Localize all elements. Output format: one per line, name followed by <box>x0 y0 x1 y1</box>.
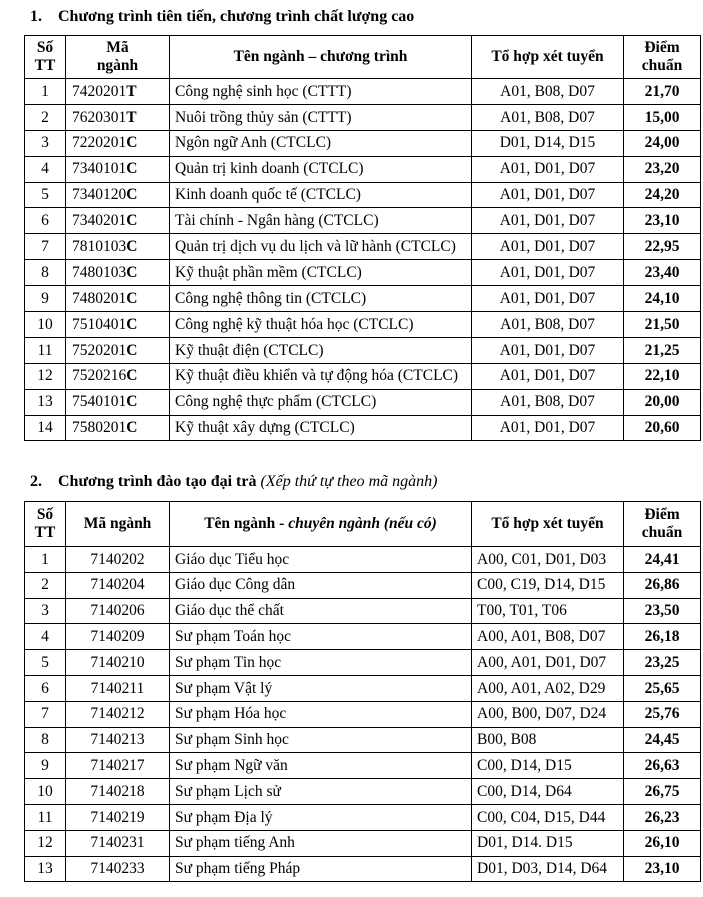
cell-combo: A00, B00, D07, D24 <box>472 701 624 727</box>
table-row <box>25 779 701 805</box>
cell-code <box>66 130 170 156</box>
cell-score: 24,10 <box>624 286 701 312</box>
table-row <box>25 701 701 727</box>
code-suffix: C <box>126 134 138 152</box>
cell-stt: 10 <box>25 779 66 805</box>
cell-combo: A00, A01, B08, D07 <box>472 624 624 650</box>
cell-stt: 3 <box>25 598 66 624</box>
cell-stt: 11 <box>25 804 66 830</box>
cell-stt: 5 <box>25 650 66 676</box>
code-number: 7480103 <box>72 263 127 281</box>
cell-name: Kỹ thuật xây dựng (CTCLC) <box>170 415 472 441</box>
cell-stt: 1 <box>25 79 66 105</box>
cell-combo: D01, D03, D14, D64 <box>472 856 624 882</box>
cell-name: Giáo dục thể chất <box>170 598 472 624</box>
cell-stt: 8 <box>25 260 66 286</box>
header-score: Điểm chuẩn <box>624 36 701 79</box>
header-stt: Số TT <box>25 36 66 79</box>
table-row <box>25 363 701 389</box>
cell-stt: 7 <box>25 701 66 727</box>
cell-stt: 13 <box>25 856 66 882</box>
cell-code <box>66 286 170 312</box>
table-row <box>25 856 701 882</box>
table-row <box>25 312 701 338</box>
cell-code <box>66 312 170 338</box>
code-number: 7540101 <box>72 393 127 411</box>
code-number: 7340120 <box>72 186 127 204</box>
cell-score: 23,25 <box>624 650 701 676</box>
code-suffix: T <box>126 82 137 100</box>
cell-score: 23,40 <box>624 260 701 286</box>
cell-stt: 2 <box>25 104 66 130</box>
cell-score: 23,10 <box>624 208 701 234</box>
cell-stt: 9 <box>25 753 66 779</box>
cell-score: 24,20 <box>624 182 701 208</box>
cell-code: 7140211 <box>66 675 170 701</box>
code-number: 7620301 <box>72 108 127 126</box>
cell-code <box>66 156 170 182</box>
cell-stt: 12 <box>25 363 66 389</box>
cell-combo: A01, B08, D07 <box>472 389 624 415</box>
cell-stt: 3 <box>25 130 66 156</box>
table-row <box>25 650 701 676</box>
cell-score: 15,00 <box>624 104 701 130</box>
code-suffix: C <box>126 367 138 385</box>
cell-name: Sư phạm Hóa học <box>170 701 472 727</box>
code-number: 7510401 <box>72 315 127 333</box>
code-suffix: C <box>126 186 138 204</box>
cell-score: 25,65 <box>624 675 701 701</box>
code-suffix: C <box>126 238 138 256</box>
cell-score: 21,25 <box>624 337 701 363</box>
header-score: Điểm chuẩn <box>624 502 701 547</box>
table-row <box>25 337 701 363</box>
cell-stt: 13 <box>25 389 66 415</box>
table-row <box>25 598 701 624</box>
cell-name: Ngôn ngữ Anh (CTCLC) <box>170 130 472 156</box>
table-header-row <box>25 502 701 547</box>
cell-name: Sư phạm Ngữ văn <box>170 753 472 779</box>
code-suffix: C <box>126 393 138 411</box>
cell-score: 24,45 <box>624 727 701 753</box>
table-row <box>25 286 701 312</box>
table-standard-programs <box>24 501 701 882</box>
code-suffix: C <box>126 315 138 333</box>
cell-code <box>66 337 170 363</box>
code-number: 7580201 <box>72 419 127 437</box>
cell-stt: 6 <box>25 208 66 234</box>
cell-name: Kinh doanh quốc tế (CTCLC) <box>170 182 472 208</box>
table-row <box>25 830 701 856</box>
cell-stt: 1 <box>25 547 66 573</box>
cell-score: 24,41 <box>624 547 701 573</box>
cell-score: 22,10 <box>624 363 701 389</box>
cell-code <box>66 363 170 389</box>
cell-stt: 10 <box>25 312 66 338</box>
cell-name: Công nghệ thực phẩm (CTCLC) <box>170 389 472 415</box>
cell-name: Kỹ thuật phần mềm (CTCLC) <box>170 260 472 286</box>
table-header-row <box>25 36 701 79</box>
table-advanced-programs <box>24 35 701 441</box>
table-row <box>25 389 701 415</box>
cell-stt: 11 <box>25 337 66 363</box>
code-number: 7480201 <box>72 289 127 307</box>
cell-score: 25,76 <box>624 701 701 727</box>
header-code: Mã ngành <box>66 502 170 547</box>
cell-name: Kỹ thuật điện (CTCLC) <box>170 337 472 363</box>
cell-score: 26,18 <box>624 624 701 650</box>
code-suffix: C <box>126 160 138 178</box>
table-row <box>25 624 701 650</box>
cell-combo: A01, D01, D07 <box>472 415 624 441</box>
table-row <box>25 182 701 208</box>
cell-code: 7140218 <box>66 779 170 805</box>
code-number: 7810103 <box>72 238 127 256</box>
cell-combo: C00, D14, D15 <box>472 753 624 779</box>
cell-stt: 4 <box>25 624 66 650</box>
cell-code: 7140206 <box>66 598 170 624</box>
code-number: 7340201 <box>72 212 127 230</box>
cell-stt: 8 <box>25 727 66 753</box>
section2-title-text: Chương trình đào tạo đại trà <box>58 473 257 490</box>
cell-code: 7140213 <box>66 727 170 753</box>
cell-code: 7140231 <box>66 830 170 856</box>
cell-score: 20,60 <box>624 415 701 441</box>
cell-code: 7140209 <box>66 624 170 650</box>
table-row <box>25 260 701 286</box>
cell-stt: 4 <box>25 156 66 182</box>
header-stt: Số TT <box>25 502 66 547</box>
cell-combo: C00, C19, D14, D15 <box>472 572 624 598</box>
table-row <box>25 415 701 441</box>
section1-title-text: Chương trình tiên tiến, chương trình chất lượng cao <box>58 8 415 25</box>
cell-code: 7140202 <box>66 547 170 573</box>
cell-stt: 5 <box>25 182 66 208</box>
cell-score: 26,86 <box>624 572 701 598</box>
cell-combo: A01, D01, D07 <box>472 208 624 234</box>
table-row <box>25 753 701 779</box>
cell-stt: 2 <box>25 572 66 598</box>
cell-code: 7140233 <box>66 856 170 882</box>
code-suffix: C <box>126 341 138 359</box>
cell-combo: A00, C01, D01, D03 <box>472 547 624 573</box>
cell-combo: C00, C04, D15, D44 <box>472 804 624 830</box>
cell-score: 24,00 <box>624 130 701 156</box>
cell-combo: A01, D01, D07 <box>472 182 624 208</box>
cell-name: Kỹ thuật điều khiển và tự động hóa (CTCLC) <box>170 363 472 389</box>
cell-score: 21,50 <box>624 312 701 338</box>
code-suffix: C <box>126 419 138 437</box>
cell-name: Sư phạm Tin học <box>170 650 472 676</box>
cell-name: Giáo dục Công dân <box>170 572 472 598</box>
code-suffix: C <box>126 289 138 307</box>
cell-name: Sư phạm tiếng Anh <box>170 830 472 856</box>
cell-name: Tài chính - Ngân hàng (CTCLC) <box>170 208 472 234</box>
cell-name: Sư phạm tiếng Pháp <box>170 856 472 882</box>
section2-number: 2. <box>30 473 42 490</box>
cell-score: 23,20 <box>624 156 701 182</box>
code-suffix: C <box>126 212 138 230</box>
table-row <box>25 130 701 156</box>
cell-stt: 6 <box>25 675 66 701</box>
code-number: 7420201 <box>72 82 127 100</box>
cell-combo: A01, B08, D07 <box>472 312 624 338</box>
cell-combo: A01, B08, D07 <box>472 104 624 130</box>
cell-code: 7140217 <box>66 753 170 779</box>
table-row <box>25 572 701 598</box>
cell-combo: A01, D01, D07 <box>472 234 624 260</box>
cell-score: 20,00 <box>624 389 701 415</box>
cell-name: Công nghệ kỹ thuật hóa học (CTCLC) <box>170 312 472 338</box>
cell-stt: 7 <box>25 234 66 260</box>
cell-code <box>66 104 170 130</box>
cell-code: 7140204 <box>66 572 170 598</box>
cell-score: 26,75 <box>624 779 701 805</box>
header-code: Mã ngành <box>66 36 170 79</box>
section1-number: 1. <box>30 8 42 25</box>
cell-stt: 9 <box>25 286 66 312</box>
table-row <box>25 804 701 830</box>
cell-combo: A00, A01, A02, D29 <box>472 675 624 701</box>
cell-name: Nuôi trồng thủy sản (CTTT) <box>170 104 472 130</box>
cell-name: Sư phạm Vật lý <box>170 675 472 701</box>
cell-code: 7140219 <box>66 804 170 830</box>
section1-title <box>30 8 414 26</box>
cell-combo: A01, D01, D07 <box>472 337 624 363</box>
cell-combo: A01, D01, D07 <box>472 260 624 286</box>
header-combo: Tổ hợp xét tuyển <box>472 36 624 79</box>
cell-combo: T00, T01, T06 <box>472 598 624 624</box>
cell-score: 26,63 <box>624 753 701 779</box>
code-number: 7520201 <box>72 341 127 359</box>
cell-name: Công nghệ sinh học (CTTT) <box>170 79 472 105</box>
cell-score: 26,23 <box>624 804 701 830</box>
table-row <box>25 79 701 105</box>
code-suffix: C <box>126 263 138 281</box>
cell-combo: D01, D14. D15 <box>472 830 624 856</box>
header-combo: Tổ hợp xét tuyển <box>472 502 624 547</box>
cell-score: 22,95 <box>624 234 701 260</box>
cell-combo: A01, D01, D07 <box>472 363 624 389</box>
cell-code: 7140212 <box>66 701 170 727</box>
cell-code <box>66 79 170 105</box>
cell-combo: B00, B08 <box>472 727 624 753</box>
section2-title <box>30 473 437 491</box>
cell-code <box>66 260 170 286</box>
cell-code <box>66 182 170 208</box>
cell-name: Quản trị kinh doanh (CTCLC) <box>170 156 472 182</box>
cell-combo: A01, B08, D07 <box>472 79 624 105</box>
cell-score: 23,50 <box>624 598 701 624</box>
cell-name: Sư phạm Toán học <box>170 624 472 650</box>
cell-score: 26,10 <box>624 830 701 856</box>
cell-combo: A00, A01, D01, D07 <box>472 650 624 676</box>
cell-name: Giáo dục Tiểu học <box>170 547 472 573</box>
section2-note: (Xếp thứ tự theo mã ngành) <box>260 473 438 490</box>
table-row <box>25 675 701 701</box>
table-row <box>25 727 701 753</box>
table-row <box>25 156 701 182</box>
table-row <box>25 547 701 573</box>
cell-stt: 14 <box>25 415 66 441</box>
table-row <box>25 208 701 234</box>
cell-code <box>66 234 170 260</box>
cell-code <box>66 415 170 441</box>
header-name: Tên ngành - chuyên ngành (nếu có) <box>170 502 472 547</box>
header-name: Tên ngành – chương trình <box>170 36 472 79</box>
table-row <box>25 104 701 130</box>
cell-score: 21,70 <box>624 79 701 105</box>
cell-score: 23,10 <box>624 856 701 882</box>
cell-name: Sư phạm Sinh học <box>170 727 472 753</box>
table-row <box>25 234 701 260</box>
cell-code <box>66 389 170 415</box>
cell-code <box>66 208 170 234</box>
code-number: 7220201 <box>72 134 127 152</box>
code-number: 7340101 <box>72 160 127 178</box>
cell-combo: A01, D01, D07 <box>472 156 624 182</box>
cell-name: Sư phạm Lịch sử <box>170 779 472 805</box>
cell-stt: 12 <box>25 830 66 856</box>
code-number: 7520216 <box>72 367 127 385</box>
cell-combo: A01, D01, D07 <box>472 286 624 312</box>
cell-combo: C00, D14, D64 <box>472 779 624 805</box>
code-suffix: T <box>126 108 137 126</box>
cell-code: 7140210 <box>66 650 170 676</box>
cell-name: Quản trị dịch vụ du lịch và lữ hành (CTCLC) <box>170 234 472 260</box>
cell-name: Công nghệ thông tin (CTCLC) <box>170 286 472 312</box>
cell-name: Sư phạm Địa lý <box>170 804 472 830</box>
cell-combo: D01, D14, D15 <box>472 130 624 156</box>
